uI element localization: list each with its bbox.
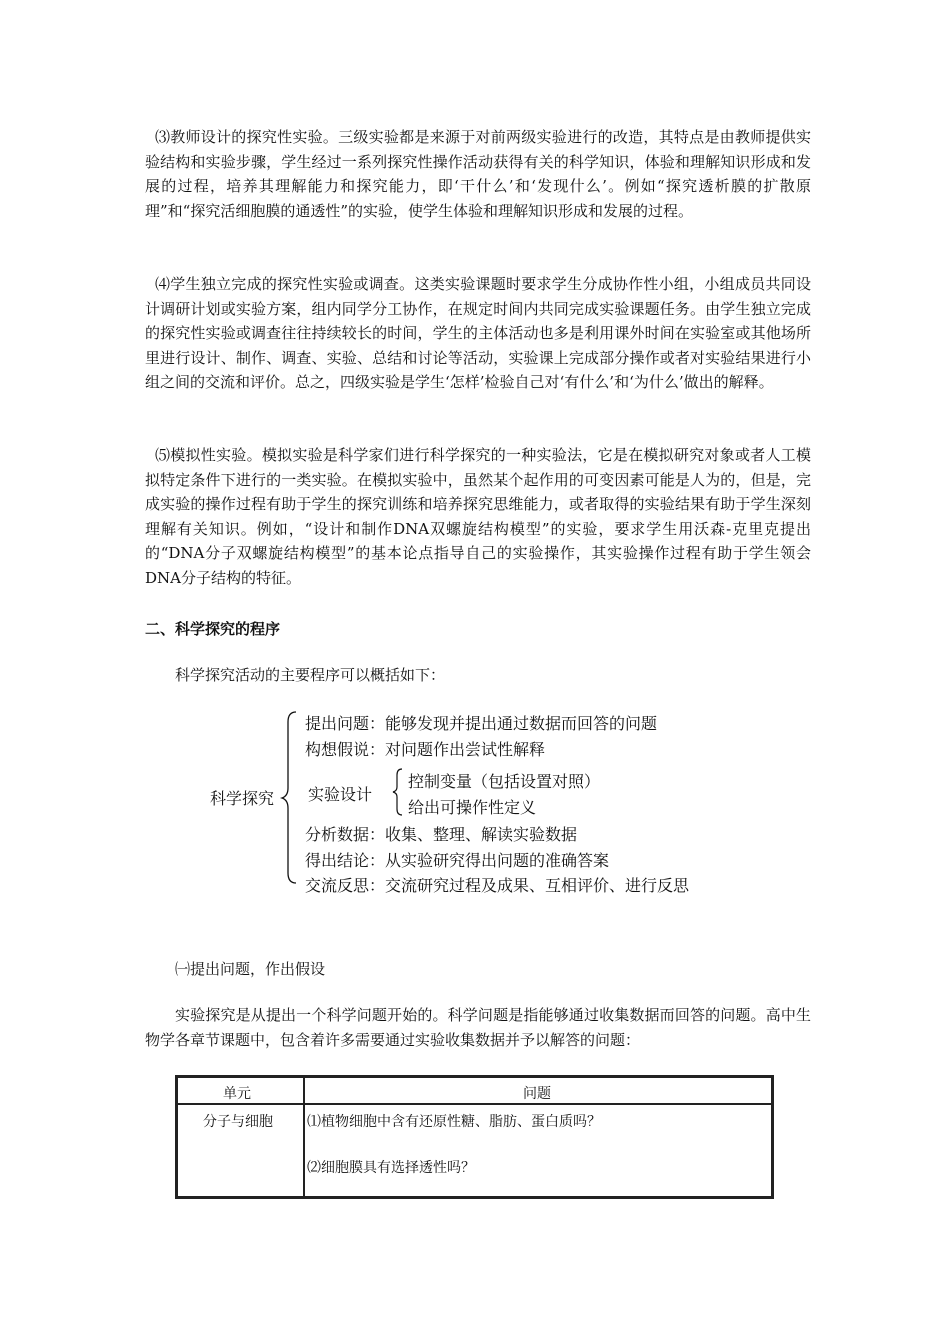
paragraph-4: ⑷学生独立完成的探究性实验或调查。这类实验课题时要求学生分成协作性小组，小组成员共同设计调研计划或实验方案，组内同学分工协作，在规定时间内共同完成实验课题任务。由学生独立完成的探究性实验或调查往往持续较长的时间，学生的主体活动也多是利用课外时间在实验室或其他场所里进行设计、制作、调查、实验、总结和讨论等活动，实验课上完成部分操作或者对实验结果进行小组之间的交流和评价。总之，四级实验是学生‘怎样’检验自己对‘有什么’和‘为什么’做出的解释。	[145, 275, 811, 392]
table-cell-unit: 分子与细胞	[203, 1114, 273, 1130]
inquiry-process-diagram	[200, 708, 760, 908]
table-cell-question-1: ⑴植物细胞中含有还原性糖、脂肪、蛋白质吗？	[307, 1114, 601, 1130]
diagram-item-1: 提出问题：能够发现并提出通过数据而回答的问题	[305, 714, 658, 733]
questions-table	[175, 1075, 774, 1199]
intro-text: 科学探究活动的主要程序可以概括如下：	[175, 666, 446, 684]
paragraph-after: 实验探究是从提出一个科学问题开始的。科学问题是指能够通过收集数据而回答的问题。高中生物学各章节课题中，包含着许多需要通过实验收集数据并予以解答的问题：	[145, 1006, 811, 1049]
table-cell-question-2: ⑵细胞膜具有选择透性吗？	[307, 1160, 475, 1176]
paragraph-5: ⑸模拟性实验。模拟实验是科学家们进行科学探究的一种实验法，它是在模拟研究对象或者人工模拟特定条件下进行的一类实验。在模拟实验中，虽然某个起作用的可变因素可能是人为的，但是，完成实验的操作过程有助于学生的探究训练和培养探究思维能力，或者取得的实验结果有助于学生深刻理解有关知识。例如，“设计和制作DNA双螺旋结构模型”的实验，要求学生用沃森-克里克提出的“DNA分子双螺旋结构模型”的基本论点指导自己的实验操作，其实验操作过程有助于学生领会DNA分子结构的特征。	[145, 446, 811, 587]
paragraph-3: ⑶教师设计的探究性实验。三级实验都是来源于对前两级实验进行的改造，其特点是由教师提供实验结构和实验步骤，学生经过一系列探究性操作活动获得有关的科学知识，体验和理解知识形成和发展的过程，培养其理解能力和探究能力，即‘干什么’和‘发现什么’。例如“探究透析膜的扩散原理”和“探究活细胞膜的通透性”的实验，使学生体验和理解知识形成和发展的过程。	[145, 128, 811, 220]
section-heading: 二、科学探究的程序	[145, 620, 281, 638]
subheading: ㈠提出问题，作出假设	[175, 960, 326, 978]
table-header-question: 问题	[523, 1086, 551, 1102]
diagram-sub-item-1: 控制变量（包括设置对照）	[408, 772, 601, 791]
diagram-item-4: 分析数据：收集、整理、解读实验数据	[305, 825, 578, 844]
diagram-item-2: 构想假说：对问题作出尝试性解释	[305, 740, 546, 759]
diagram-item-6: 交流反思：交流研究过程及成果、互相评价、进行反思	[305, 876, 690, 895]
main-brace-icon	[280, 710, 300, 885]
table-header-unit: 单元	[223, 1086, 251, 1102]
sub-brace-icon	[392, 767, 404, 817]
diagram-sub-item-2: 给出可操作性定义	[408, 798, 537, 817]
table-header-row	[178, 1078, 771, 1105]
diagram-item-5: 得出结论：从实验研究得出问题的准确答案	[305, 851, 610, 870]
diagram-root: 科学探究	[210, 789, 275, 808]
table-divider	[303, 1078, 305, 1196]
diagram-item-3: 实验设计	[308, 785, 373, 804]
